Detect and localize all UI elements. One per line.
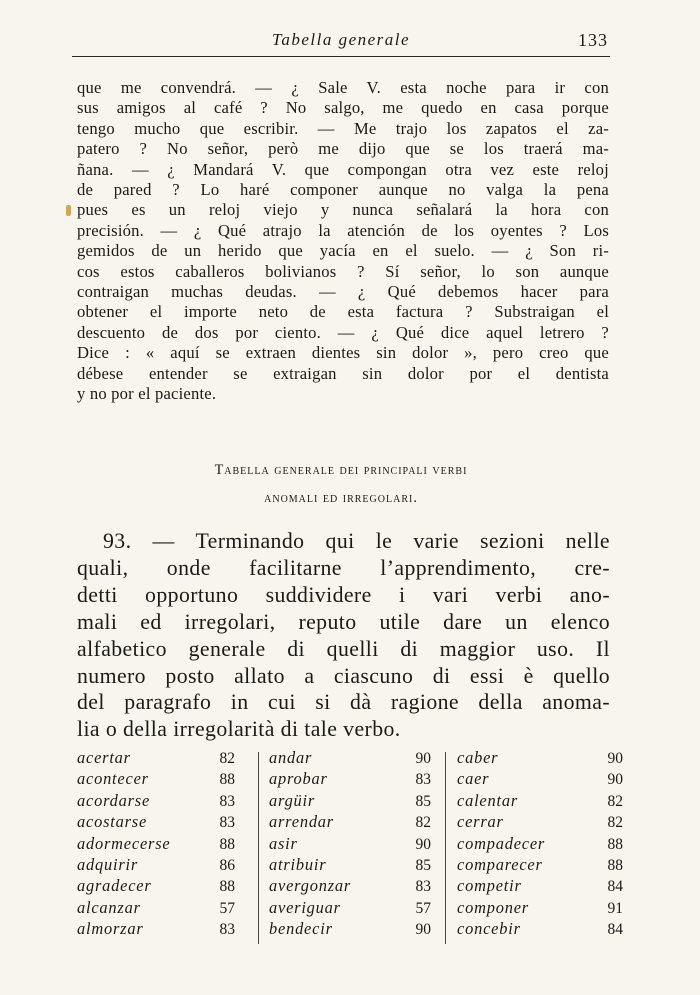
paragraph-line: quali, onde facilitarne l’apprendimento, cre-	[77, 555, 610, 580]
verb-entry	[269, 919, 439, 940]
verb-entry	[77, 919, 247, 940]
verb-entry	[77, 876, 247, 897]
text-line: precisión. — ¿ Qué atrajo la atención de los oyentes ? Los	[77, 220, 609, 240]
verb-name: calentar	[457, 790, 519, 810]
verb-name: acordarse	[77, 790, 151, 810]
margin-stain	[66, 205, 71, 216]
running-title: Tabella generale	[271, 30, 411, 49]
text-line: cos estos caballeros bolivianos ? Sí señor, lo son aunque	[77, 261, 609, 281]
verb-name: comparecer	[457, 854, 543, 874]
section-heading	[72, 456, 610, 512]
section-heading-line-2: anomali ed irregolari.	[264, 490, 418, 506]
verb-entry	[457, 919, 627, 940]
verb-table	[77, 748, 623, 948]
paragraph-number: 83	[219, 814, 235, 832]
verb-name: adormecerse	[77, 833, 171, 853]
text-line: y no por el paciente.	[77, 384, 217, 404]
verb-entry	[77, 834, 247, 855]
text-line: gemidos de un herido que yacía en el suelo. — ¿ Son ri-	[77, 241, 609, 261]
paragraph-number: 90	[415, 750, 431, 767]
verb-entry	[269, 748, 439, 769]
verb-name: bendecir	[269, 919, 333, 939]
verb-entry	[77, 769, 247, 790]
verb-entry	[457, 876, 627, 897]
verb-entry	[269, 769, 439, 790]
verb-name: asir	[269, 833, 298, 853]
verb-name: caer	[457, 769, 490, 789]
paragraph-line: numero posto allato a ciascuno di essi è quello	[77, 663, 610, 688]
paragraph-number: 88	[219, 878, 235, 896]
verb-name: aprobar	[269, 769, 328, 789]
verb-column-3	[457, 748, 627, 941]
paragraph-number: 82	[415, 814, 431, 832]
paragraph-number: 88	[607, 856, 623, 874]
paragraph-number: 90	[607, 750, 623, 767]
paragraph-line: alfabetico generale di quelli di maggior uso. Il	[77, 636, 610, 661]
verb-name: componer	[457, 897, 529, 917]
paragraph-number: 82	[607, 814, 623, 832]
verb-entry	[269, 898, 439, 919]
verb-name: avergonzar	[269, 876, 352, 896]
paragraph-number: 90	[607, 771, 623, 789]
paragraph-number: 90	[415, 835, 431, 853]
verb-name: concebir	[457, 919, 521, 939]
paragraph-number: 88	[607, 835, 623, 853]
verb-entry	[269, 876, 439, 897]
verb-name: adquirir	[77, 854, 139, 874]
text-line: contraigan muchas deudas. — ¿ Qué debemos hacer para	[77, 282, 609, 302]
verb-name: almorzar	[77, 919, 144, 939]
verb-name: cerrar	[457, 812, 504, 832]
section-heading-line-1: Tabella generale dei principali verbi	[214, 462, 468, 478]
paragraph-line: mali ed irregolari, reputo utile dare un elenco	[77, 609, 610, 634]
paragraph-number: 86	[219, 856, 235, 874]
verb-entry	[269, 855, 439, 876]
paragraph-number: 82	[607, 792, 623, 810]
verb-name: acertar	[77, 748, 131, 767]
verb-name: compadecer	[457, 833, 546, 853]
paragraph-number: 83	[219, 921, 235, 939]
verb-entry	[457, 855, 627, 876]
paragraph-number: 57	[415, 899, 431, 917]
verb-entry	[269, 834, 439, 855]
verb-entry	[77, 791, 247, 812]
paragraph-number: 83	[415, 878, 431, 896]
verb-name: alcanzar	[77, 897, 141, 917]
verb-name: acostarse	[77, 812, 148, 832]
paragraph-line: del paragrafo in cui si dà ragione della anoma-	[77, 690, 610, 715]
text-line: tengo mucho que escribir. — Me trajo los zapatos el za-	[77, 118, 609, 138]
paragraph-number: 83	[415, 771, 431, 789]
verb-name: acontecer	[77, 769, 149, 789]
paragraph-number: 88	[219, 835, 235, 853]
text-line: pues es un reloj viejo y nunca señalará la hora con	[77, 200, 609, 220]
paragraph-93	[77, 528, 610, 743]
verb-entry	[457, 791, 627, 812]
running-header	[72, 26, 610, 57]
paragraph-number: 82	[219, 750, 235, 767]
text-line: que me convendrá. — ¿ Sale V. esta noche para ir con	[77, 78, 609, 97]
column-divider	[258, 752, 259, 944]
text-line: descuento de dos por ciento. — ¿ Qué dice aquel letrero ?	[77, 322, 609, 342]
text-line: patero ? No señor, però me dijo que se los traerá ma-	[77, 139, 609, 159]
paragraph-number: 85	[415, 856, 431, 874]
paragraph-line: 93. — Terminando qui le varie sezioni nelle	[103, 529, 610, 553]
verb-entry	[269, 812, 439, 833]
verb-column-2	[269, 748, 439, 941]
page-number: 133	[578, 30, 608, 50]
verb-entry	[77, 748, 247, 769]
verb-name: agradecer	[77, 876, 152, 896]
text-line: débese entender se extraigan sin dolor por el dentista	[77, 363, 609, 383]
text-line: sus amigos al café ? No salgo, me quedo en casa porque	[77, 98, 609, 118]
verb-entry	[457, 812, 627, 833]
paragraph-number: 91	[607, 899, 623, 917]
verb-name: andar	[269, 748, 313, 767]
text-line: obtener el importe neto de esta factura ? Substraigan el	[77, 302, 609, 322]
verb-name: competir	[457, 876, 522, 896]
exercise-text	[77, 78, 609, 405]
verb-name: caber	[457, 748, 499, 767]
paragraph-number: 84	[607, 878, 623, 896]
verb-entry	[457, 769, 627, 790]
paragraph-number: 57	[219, 899, 235, 917]
verb-name: atribuir	[269, 854, 327, 874]
verb-entry	[77, 812, 247, 833]
verb-name: averiguar	[269, 897, 341, 917]
paragraph-number: 85	[415, 792, 431, 810]
paragraph-number: 88	[219, 771, 235, 789]
verb-name: arrendar	[269, 812, 334, 832]
verb-entry	[77, 855, 247, 876]
text-line: Dice : « aquí se extraen dientes sin dolor », pero creo que	[77, 343, 609, 363]
verb-entry	[457, 898, 627, 919]
paragraph-number: 90	[415, 921, 431, 939]
text-line: de pared ? Lo haré componer aunque no valga la pena	[77, 180, 609, 200]
text-line: ñana. — ¿ Mandará V. que compongan otra vez este reloj	[77, 159, 609, 179]
verb-entry	[457, 748, 627, 769]
verb-name: argüir	[269, 790, 316, 810]
paragraph-line: detti opportuno suddividere i vari verbi ano-	[77, 582, 610, 607]
verb-entry	[77, 898, 247, 919]
paragraph-line: lia o della irregolarità di tale verbo.	[77, 717, 401, 742]
paragraph-number: 83	[219, 792, 235, 810]
verb-entry	[457, 834, 627, 855]
verb-column-1	[77, 748, 247, 941]
verb-entry	[269, 791, 439, 812]
paragraph-number: 84	[607, 921, 623, 939]
column-divider	[445, 752, 446, 944]
